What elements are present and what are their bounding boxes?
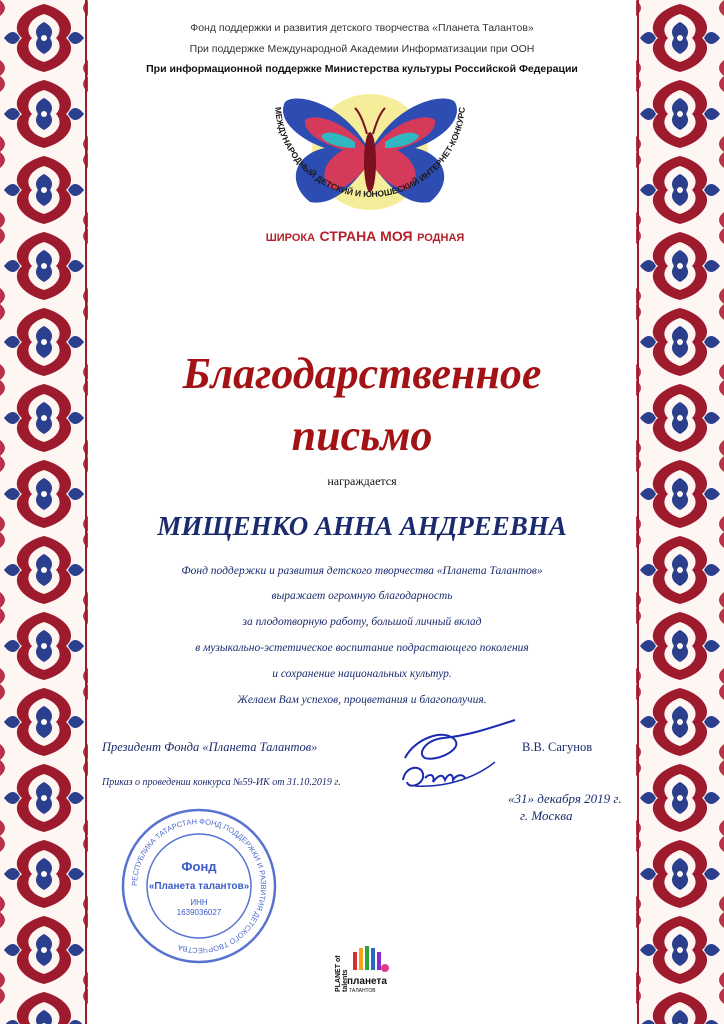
logo-subtext: ТАЛАНТОВ <box>349 988 376 994</box>
body-line-3: за плодотворную работу, большой личный вклад <box>242 616 482 628</box>
slogan-part-3: РОДНАЯ <box>417 232 465 244</box>
header-foundation-line: Фонд поддержки и развития детского творчества «Планета Талантов» <box>190 22 534 34</box>
body-line-4: в музыкально-эстетическое воспитание подрастающего поколения <box>195 642 529 654</box>
emblem-arc-text: МЕЖДУНАРОДНЫЙ ДЕТСКИЙ И ЮНОШЕСКИЙ ИНТЕРНЕТ-КОНКУРС <box>273 106 467 200</box>
body-line-1: Фонд поддержки и развития детского творчества «Планета Талантов» <box>181 565 543 577</box>
official-stamp <box>118 805 280 967</box>
issue-date: «31» декабря 2019 г. <box>508 791 622 806</box>
stamp-inn-label: ИНН <box>190 898 208 907</box>
planeta-talantov-logo <box>335 938 395 998</box>
awarded-label: награждается <box>327 474 397 488</box>
body-line-2: выражает огромную благодарность <box>271 590 453 602</box>
logo-text: планета <box>347 976 387 987</box>
painted-hands-icon <box>351 942 391 974</box>
recipient-name: МИЩЕНКО АННА АНДРЕЕВНА <box>157 511 567 541</box>
contest-slogan <box>240 228 490 246</box>
stamp-center-line-2: «Планета талантов» <box>148 881 250 892</box>
header-ministry-line: При информационной поддержке Министерства культуры Российской Федерации <box>146 63 578 75</box>
issue-city: г. Москва <box>520 808 573 823</box>
ornamental-border-left <box>0 0 88 1024</box>
stamp-inn-number: 1639036027 <box>176 908 222 917</box>
document-title-line2: письмо <box>291 411 433 460</box>
handwritten-signature <box>395 718 525 798</box>
butterfly-emblem-logo <box>255 82 485 252</box>
body-line-6: Желаем Вам успехов, процветания и благополучия. <box>237 694 487 706</box>
contest-order-reference: Приказ о проведении конкурса №59-ИК от 31.10.2019 г. <box>102 777 341 788</box>
header-academy-line: При поддержке Международной Академии Информатизации при ООН <box>189 43 535 55</box>
slogan-part-1: ШИРОКА <box>265 232 316 244</box>
document-title-line1: Благодарственное <box>182 349 542 398</box>
slogan-part-2: СТРАНА МОЯ <box>319 228 413 244</box>
stamp-center-line-1: Фонд <box>181 859 217 874</box>
signatory-name: В.В. Сагунов <box>522 740 593 754</box>
body-line-5: и сохранение национальных культур. <box>272 668 452 680</box>
logo-vertical-text: PLANET of talents <box>335 955 349 992</box>
ornamental-border-right <box>636 0 724 1024</box>
signatory-title: Президент Фонда «Планета Талантов» <box>102 740 318 754</box>
stamp-ring-text: РЕСПУБЛИКА ТАТАРСТАН ФОНД ПОДДЕРЖКИ И РАЗВИТИЯ ДЕТСКОГО ТВОРЧЕСТВА <box>129 816 269 956</box>
